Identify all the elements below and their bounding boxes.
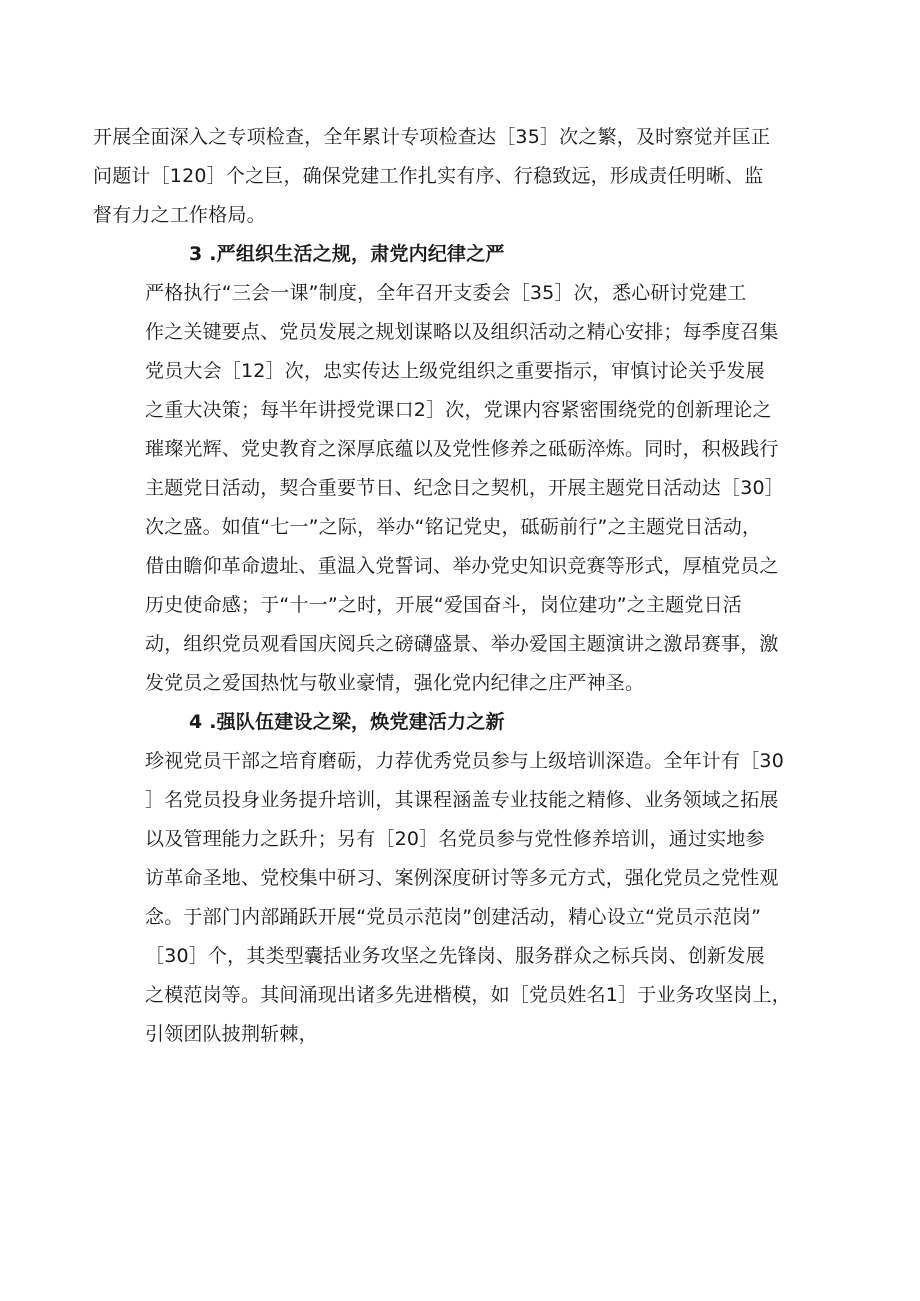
- section-3-line-3: 党员大会［12］次，忠实传达上级党组织之重要指示，审慎讨论关乎发展: [145, 360, 765, 382]
- section-4-line-1: 珍视党员干部之培育磨砺，力荐优秀党员参与上级培训深造。全年计有［30: [145, 750, 784, 772]
- section-3-line-6: 主题党日活动，契合重要节日、纪念日之契机，开展主题党日活动达［30］: [145, 477, 784, 499]
- section-3-line-9: 历史使命感；于“十一”之时，开展“爱国奋斗，岗位建功”之主题党日活: [145, 594, 742, 616]
- section-3-line-11: 发党员之爱国热忱与敬业豪情，强化党内纪律之庄严神圣。: [145, 672, 645, 694]
- section-4-line-2: ］名党员投身业务提升培训，其课程涵盖专业技能之精修、业务领域之拓展: [145, 789, 779, 811]
- paragraph-1-line-1: 开展全面深入之专项检查，全年累计专项检查达［35］次之繁，及时察觉并匡正: [93, 126, 771, 148]
- section-3-line-2: 作之关键要点、党员发展之规划谋略以及组织活动之精心安排；每季度召集: [145, 321, 779, 343]
- section-3-line-7: 次之盛。如值“七一”之际，举办“铭记党史，砥砺前行”之主题党日活动，: [145, 516, 762, 538]
- section-3-line-1: 严格执行“三会一课”制度，全年召开支委会［35］次，悉心研讨党建工: [145, 282, 747, 304]
- section-3-line-5: 璀璨光辉、党史教育之深厚底蕴以及党性修养之砥砺淬炼。同时，积极践行: [145, 438, 779, 460]
- section-3-heading: 3 .严组织生活之规，肃党内纪律之严: [189, 243, 505, 265]
- section-4-line-4: 访革命圣地、党校集中研习、案例深度研讨等多元方式，强化党员之党性观: [145, 867, 779, 889]
- section-4-line-6: ［30］个，其类型囊括业务攻坚之先锋岗、服务群众之标兵岗、创新发展: [145, 945, 765, 967]
- section-4-heading: 4 .强队伍建设之梁，焕党建活力之新: [189, 711, 505, 733]
- paragraph-1-line-2: 问题计［120］个之巨，确保党建工作扎实有序、行稳致远，形成责任明晰、监: [93, 165, 764, 187]
- paragraph-1-line-3: 督有力之工作格局。: [93, 204, 266, 226]
- section-3-line-4: 之重大决策；每半年讲授党课口2］次，党课内容紧密围绕党的创新理论之: [145, 399, 772, 421]
- section-3-line-8: 借由瞻仰革命遗址、重温入党誓词、举办党史知识竞赛等形式，厚植党员之: [145, 555, 779, 577]
- section-4-line-7: 之模范岗等。其间涌现出诸多先进楷模，如［党员姓名1］于业务攻坚岗上，: [145, 984, 791, 1006]
- section-4-line-8: 引领团队披荆斩棘，: [145, 1023, 318, 1045]
- section-3-line-10: 动，组织党员观看国庆阅兵之磅礴盛景、举办爱国主题演讲之激昂赛事，激: [145, 633, 779, 655]
- section-4-line-3: 以及管理能力之跃升；另有［20］名党员参与党性修养培训，通过实地参: [145, 828, 765, 850]
- section-4-line-5: 念。于部门内部踊跃开展“党员示范岗”创建活动，精心设立“党员示范岗”: [145, 906, 762, 928]
